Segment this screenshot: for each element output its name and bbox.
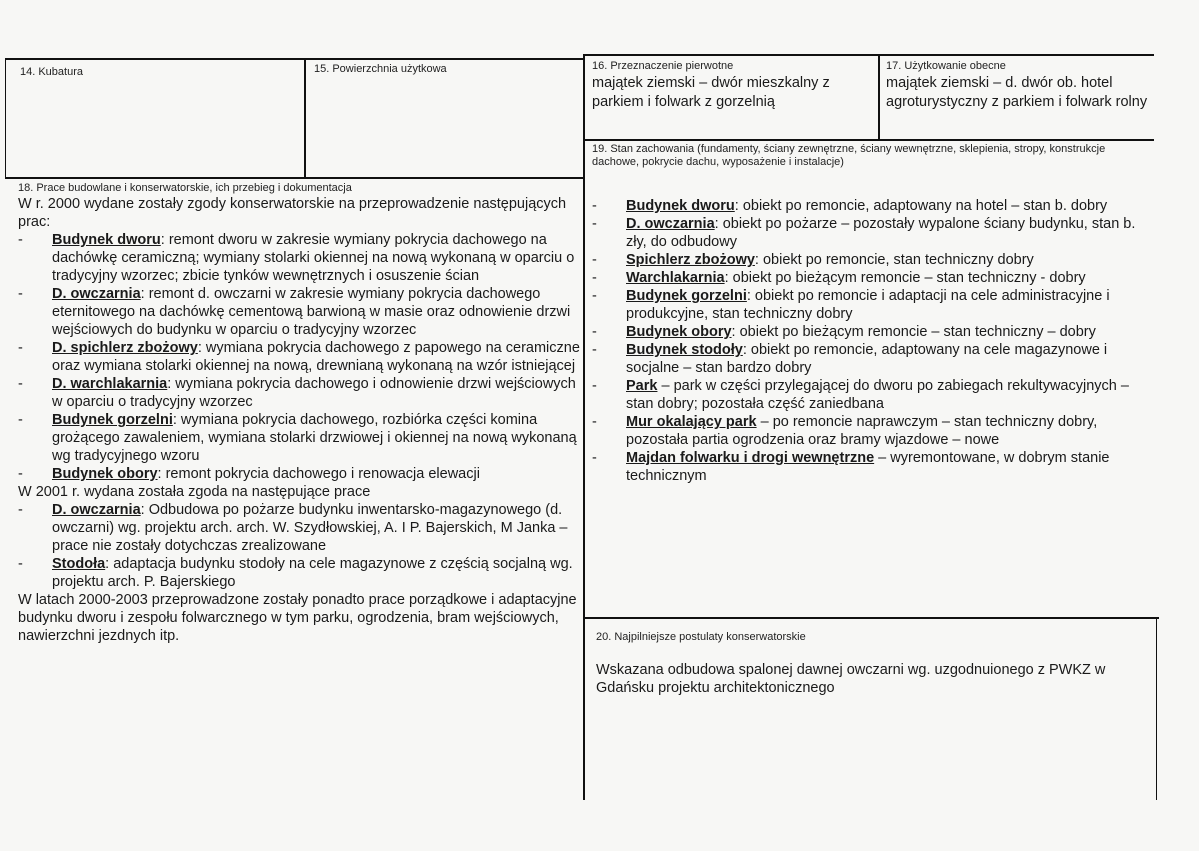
item-text: : wymiana pokrycia dachowego z papowego na ceramiczne oraz wymiana stolarki okiennej na nową, drewnianą wykonaną na wzór istniejącej [52,340,580,374]
bullet-dash: - [592,342,597,358]
field-18-intro2: W 2001 r. wydana została zgoda na następujące prace [18,484,371,500]
list-item [592,251,1144,269]
item-name: Budynek obory [626,324,732,340]
bullet-dash: - [18,556,23,572]
item-name: Budynek gorzelni [52,412,173,428]
bullet-dash: - [18,286,23,302]
list-item [18,411,580,465]
list-item [592,377,1144,413]
bullet-dash: - [592,198,597,214]
item-name: Warchlakarnia [626,270,725,286]
bullet-dash: - [592,414,597,430]
field-stan-zachowania [592,143,1144,485]
list-item [18,285,580,339]
field-przeznaczenie [592,60,872,112]
item-name: Mur okalający park [626,414,757,430]
rule-v-16-17 [878,56,880,139]
field-18-intro: W r. 2000 wydane zostały zgody konserwatorskie na przeprowadzenie następujących prac: [18,196,567,230]
field-16-value: majątek ziemski – dwór mieszkalny z parkiem i folwark z gorzelnią [592,75,830,110]
item-text: : obiekt po remoncie, stan techniczny dobry [754,252,1034,268]
field-20-label: 20. Najpilniejsze postulaty konserwatorskie [596,631,806,643]
list-item [592,323,1144,341]
bullet-dash: - [592,216,597,232]
item-name: D. owczarnia [52,502,141,518]
item-text: : obiekt po remoncie i adaptacji na cele administracyjne i produkcyjne, stan techniczny dobry [626,288,1110,322]
condition-list [592,197,1144,485]
item-text: : wymiana pokrycia dachowego i odnowienie drzwi wejściowych w oparciu o tradycyjny wzorzec [52,376,576,410]
item-name: Budynek gorzelni [626,288,747,304]
list-item [592,413,1144,449]
list-item [18,339,580,375]
works-list-2001 [18,501,580,591]
item-name: Budynek stodoły [626,342,743,358]
item-name: Stodoła [52,556,106,572]
item-name: D. warchlakarnia [52,376,168,392]
list-item [592,287,1144,323]
bullet-dash: - [592,252,597,268]
field-18-outro: W latach 2000-2003 przeprowadzone zostały ponadto prace porządkowe i adaptacyjne budynku dworu i zespołu folwarcznego w tym parku, ogrodzenia, bram wejściowych, nawierzchni jezdnych itp. [18,592,577,644]
works-list-2000 [18,231,580,483]
field-20-value: Wskazana odbudowa spalonej dawnej owczarni wg. uzgodnuionego z PWKZ w Gdańsku projektu architektonicznego [596,662,1106,696]
list-item [18,501,580,555]
rule-left-edge [5,58,6,178]
rule-h-left-mid [5,177,585,179]
rule-right-edge [1156,617,1157,800]
item-text: – wyremontowane, w dobrym stanie technicznym [626,450,1110,484]
bullet-dash: - [18,466,23,482]
field-16-label: 16. Przeznaczenie pierwotne [592,60,734,72]
list-item [592,341,1144,377]
bullet-dash: - [18,412,23,428]
list-item [18,555,580,591]
list-item [18,375,580,411]
item-name: D. owczarnia [626,216,715,232]
field-postulaty [596,631,1148,697]
bullet-dash: - [18,376,23,392]
field-17-value: majątek ziemski – d. dwór ob. hotel agroturystyczny z parkiem i folwark rolny [886,75,1148,110]
field-19-label: 19. Stan zachowania (fundamenty, ściany zewnętrzne, ściany wewnętrzne, sklepienia, stropy, konstrukcje dachowe, pokrycie dachu, wyposażenie i instalacje) [592,143,1106,168]
item-text: : remont pokrycia dachowego i renowacja elewacji [157,466,480,482]
field-18-label: 18. Prace budowlane i konserwatorskie, ich przebieg i dokumentacja [18,182,352,194]
item-name: Spichlerz zbożowy [626,252,755,268]
bullet-dash: - [18,502,23,518]
field-14-label: 14. Kubatura [20,66,83,78]
item-name: Budynek dworu [626,198,735,214]
bullet-dash: - [592,450,597,466]
item-text: : obiekt po pożarze – pozostały wypalone ściany budynku, stan b. zły, do odbudowy [626,216,1136,250]
field-kubatura [20,66,300,79]
bullet-dash: - [18,232,23,248]
field-uzytkowanie [886,60,1151,112]
item-text: : obiekt po remoncie, adaptowany na cele magazynowe i socjalne – stan bardzo dobry [626,342,1108,376]
item-text: : adaptacja budynku stodoły na cele magazynowe z częścią socjalną wg. projektu arch. P. Bajerskiego [52,556,573,590]
list-item [592,269,1144,287]
item-text: : wymiana pokrycia dachowego, rozbiórka części komina grożącego zawaleniem, wymiana stolarki drzwiowej i okiennej na nową wykonaną wg tradycyjnego wzoru [52,412,577,464]
bullet-dash: - [592,288,597,304]
item-name: D. spichlerz zbożowy [52,340,198,356]
item-text: : remont d. owczarni w zakresie wymiany pokrycia dachowego eternitowego na dachówkę cementową barwioną w masie oraz odnowienie drzwi wejściowych do budynku w oparciu o tradycyjny wzorzec [52,286,571,338]
list-item [18,231,580,285]
list-item [592,449,1144,485]
item-name: D. owczarnia [52,286,141,302]
item-text: : obiekt po remoncie, adaptowany na hotel – stan b. dobry [734,198,1108,214]
field-15-label: 15. Powierzchnia użytkowa [314,63,447,75]
field-prace [18,182,580,645]
item-name: Budynek dworu [52,232,161,248]
rule-top-right [583,54,1154,56]
bullet-dash: - [592,324,597,340]
bullet-dash: - [592,270,597,286]
rule-h-right-lower [585,617,1159,619]
list-item [592,215,1144,251]
item-text: : obiekt po bieżącym remoncie – stan techniczny – dobry [731,324,1096,340]
item-text: – park w części przylegającej do dworu po zabiegach rekultywacyjnych – stan dobry; pozostała część zaniedbana [626,378,1129,412]
field-17-label: 17. Użytkowanie obecne [886,60,1006,72]
field-powierzchnia [314,63,579,76]
item-text: : obiekt po bieżącym remoncie – stan techniczny - dobry [724,270,1086,286]
list-item [18,465,580,483]
item-text: : remont dworu w zakresie wymiany pokrycia dachowego na dachówkę ceramiczną; wymiany stolarki okiennej na nową wykonaną w oparciu o tradycyjny wzorzec; zbicie tynków wewnętrznych i osuszenie ścian [52,232,575,284]
bullet-dash: - [592,378,597,394]
item-name: Majdan folwarku i drogi wewnętrzne [626,450,875,466]
item-name: Budynek obory [52,466,158,482]
rule-v-14-15 [304,58,306,178]
rule-h-right-upper [583,139,1154,141]
rule-v-center [583,56,585,800]
item-text: – po remoncie naprawczym – stan techniczny dobry, pozostała partia ogrodzenia oraz bramy wjazdowe – nowe [626,414,1098,448]
list-item [592,197,1144,215]
bullet-dash: - [18,340,23,356]
item-text: : Odbudowa po pożarze budynku inwentarsko-magazynowego (d. owczarni) wg. projektu arch. arch. W. Szydłowskiej, A. I P. Bajerskich, M Janka – prace nie zostały dotychczas zrealizowane [52,502,568,554]
rule-top-left [5,58,583,60]
item-name: Park [626,378,658,394]
